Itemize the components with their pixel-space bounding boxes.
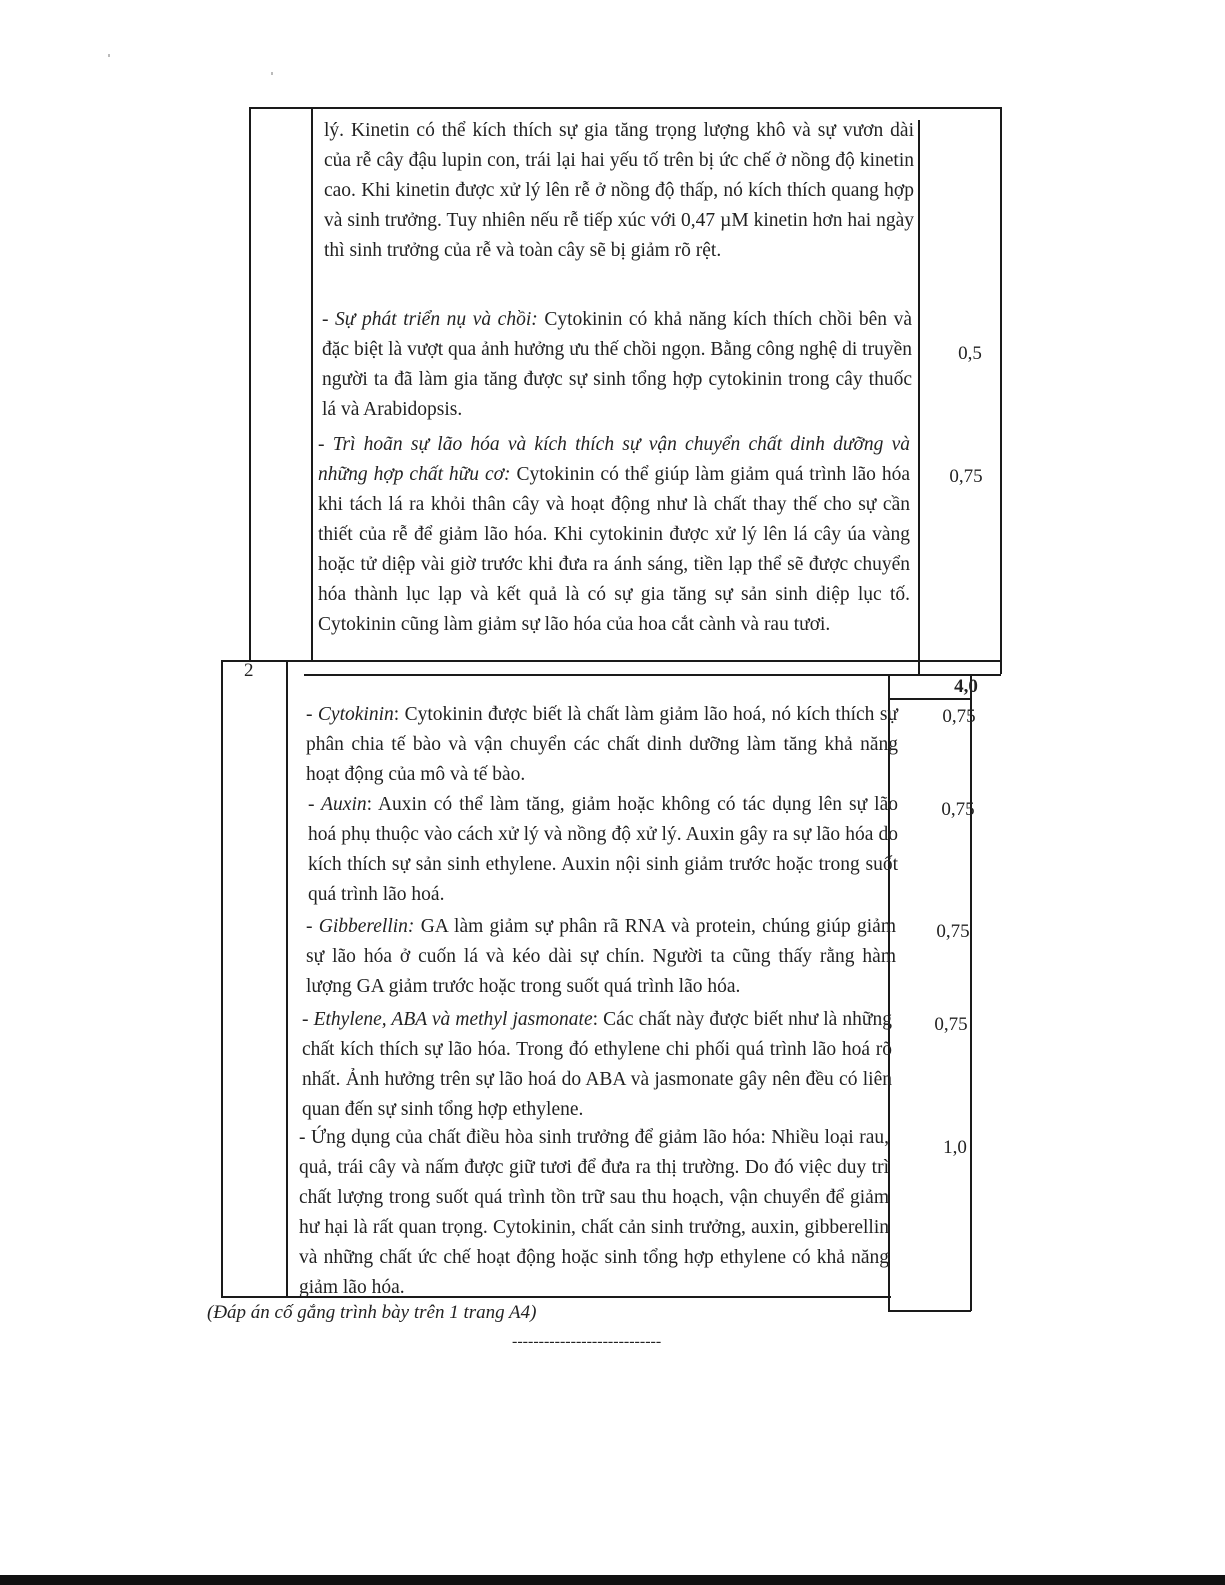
auxin-heading: - Auxin [308, 794, 367, 815]
table-total-underline [888, 698, 971, 700]
auxin-body: : Auxin có thể làm tăng, giảm hoặc không có tác dụng lên sự lão hoá phụ thuộc vào cách xử lý và nồng độ xử lý. Auxin gây ra sự lão hóa do kích thích sự sản sinh ethylene. Auxin nội sinh giảm trước hoặc trong suốt quá trình lão hoá. [308, 794, 898, 905]
section2-item-auxin [308, 790, 898, 910]
ethylene-heading: - Ethylene, ABA và methyl jasmonate [302, 1009, 593, 1030]
item-bud-score: 0,5 [958, 343, 982, 364]
ethylene-score: 0,75 [934, 1014, 968, 1035]
item-bud-heading: - Sự phát triển nụ và chồi: [322, 309, 538, 330]
item-delay-score: 0,75 [949, 466, 983, 487]
table-row-divider-2 [304, 674, 1001, 676]
section1-intro [324, 116, 914, 266]
section1-item-bud [322, 305, 912, 425]
application-body: - Ứng dụng của chất điều hòa sinh trưởng để giảm lão hóa: Nhiều loại rau, quả, trái cây và nấm được giữ tươi để đưa ra thị trường. Do đó việc duy trì chất lượng trong suốt quá trình tồn trữ sau thu hoạch, vận chuyển để giảm hư hại là rất quan trọng. Cytokinin, chất cản sinh trưởng, auxin, gibberellin và những chất ức chế hoạt động hoặc sinh tổng hợp ethylene có khả năng giảm lão hóa. [299, 1127, 889, 1298]
section2-item-ethylene [302, 1005, 892, 1125]
item-delay-heading: - Trì hoãn sự lão hóa và kích thích sự vận chuyển chất dinh dưỡng và những hợp chất hữu cơ: [318, 434, 910, 485]
gibberellin-body: GA làm giảm sự phân rã RNA và protein, chúng giúp giảm sự lão hóa ở cuốn lá và kéo dài sự chín. Người ta cũng thấy rằng hàm lượng GA giảm trước hoặc trong suốt quá trình lão hóa. [306, 916, 897, 997]
section2-item-cytokinin [306, 700, 898, 790]
scan-bottom-edge [0, 1575, 1225, 1585]
table-left-border-top [249, 107, 251, 662]
table-row-divider [221, 660, 1001, 662]
section2-item-gibberellin [306, 912, 896, 1002]
cytokinin-body: : Cytokinin được biết là chất làm giảm lão hoá, nó kích thích sự phân chia tế bào và vận chuyển các chất dinh dưỡng làm tăng khả năng hoạt động của mô và tế bào. [306, 704, 898, 785]
cytokinin-heading: - Cytokinin [306, 704, 394, 725]
item-delay-body: Cytokinin có thể giúp làm giảm quá trình lão hóa khi tách lá ra khỏi thân cây và hoạt động như là chất thay thế cho sự cần thiết của rễ để giảm lão hóa. Khi cytokinin được xử lý lên lá cây úa vàng hoặc tử diệp vài giờ trước khi đưa ra ánh sáng, tiền lạp thể sẽ được chuyển hóa thành lục lạp và kết quả là có sự gia tăng sự sản sinh diệp lục tố. Cytokinin cũng làm giảm sự lão hóa của hoa cắt cành và rau tươi. [318, 464, 910, 635]
footer-separator: ---------------------------- [512, 1333, 662, 1350]
table-top-border [249, 107, 1001, 109]
application-score: 1,0 [943, 1137, 967, 1158]
section2-item-application [299, 1123, 889, 1303]
table-left-border-bottom [221, 660, 223, 1298]
table-bottom-border-right [888, 1310, 971, 1312]
cytokinin-score: 0,75 [942, 706, 976, 727]
table-content-divider-top [311, 107, 313, 662]
item-bud-body: Cytokinin có khả năng kích thích chồi bên và đặc biệt là vượt qua ảnh hưởng ưu thế chồi ngọn. Bằng công nghệ di truyền người ta đã làm gia tăng được sự sinh tổng hợp cytokinin trong cây thuốc lá và Arabidopsis. [322, 309, 913, 420]
section1-intro-text: lý. Kinetin có thể kích thích sự gia tăng trọng lượng khô và sự vươn dài của rễ cây đậu lupin con, trái lại hai yếu tố trên bị ức chế ở nồng độ kinetin cao. Khi kinetin được xử lý lên rễ ở nồng độ thấp, nó kích thích quang hợp và sinh trưởng. Tuy nhiên nếu rễ tiếp xúc với 0,47 µM kinetin hơn hai ngày thì sinh trưởng của rễ và toàn cây sẽ bị giảm rõ rệt. [324, 120, 914, 261]
table-right-border-bottom [970, 674, 972, 1311]
table-content-divider-bottom [286, 660, 288, 1298]
scan-speck [108, 54, 110, 57]
gibberellin-score: 0,75 [936, 921, 970, 942]
footer-note: (Đáp án cố gắng trình bày trên 1 trang A4) [207, 1302, 537, 1323]
question-total-score: 4,0 [954, 676, 978, 697]
table-score-divider-top [918, 120, 920, 676]
gibberellin-heading: - Gibberellin: [306, 916, 415, 937]
auxin-score: 0,75 [941, 799, 975, 820]
section1-item-delay [318, 430, 910, 640]
question-number: 2 [244, 660, 254, 681]
scan-speck [271, 72, 273, 75]
table-right-border [1000, 107, 1002, 674]
ethylene-body: : Các chất này được biết như là những chất kích thích sự lão hóa. Trong đó ethylene chi phối quá trình lão hoá rõ nhất. Ảnh hưởng trên sự lão hoá do ABA và jasmonate gây nên đều có liên quan đến sự sinh tổng hợp ethylene. [302, 1009, 893, 1120]
